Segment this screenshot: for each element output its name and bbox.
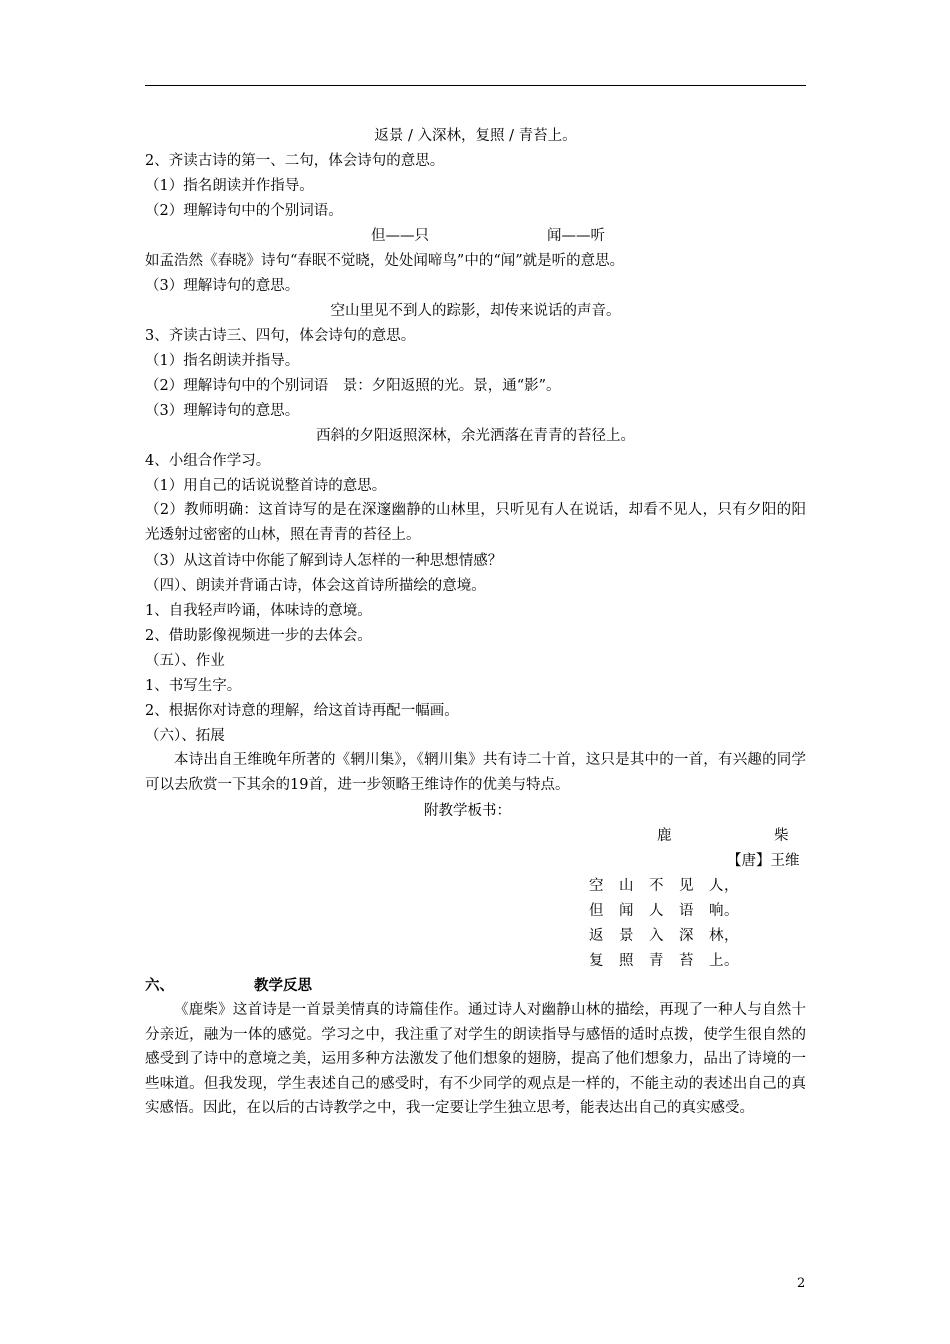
section-title: 教学反思	[254, 977, 312, 994]
board-author: 【唐】王维	[727, 853, 800, 869]
teacher-summary: （2）教师明确：这首诗写的是在深邃幽静的山林里，只听见有人在说话，却看不见人，只有夕阳的阳光透射过密密的山林，照在青青的苔径上。	[145, 502, 806, 543]
poem-line-3-4: 返景 / 入深林，复照 / 青苔上。	[374, 128, 577, 144]
board-title-lu: 鹿	[657, 828, 672, 844]
homework-1: 1、书写生字。	[145, 678, 242, 694]
meaning-1: 空山里见不到人的踪影，却传来说话的声音。	[330, 303, 621, 319]
step-2-1: （1）指名朗读并作指导。	[145, 178, 314, 194]
extension-paragraph: 本诗出自王维晚年所著的《辋川集》，《辋川集》共有诗二十首，这只是其中的一首，有兴趣的同学可以去欣赏一下其余的19首，进一步领略王维诗作的优美与特点。	[145, 752, 806, 793]
vocab-example: 如孟浩然《春晓》诗句“春眠不觉晓，处处闻啼鸟”中的“闻”就是听的意思。	[145, 253, 625, 269]
section-number: 六、	[145, 977, 174, 994]
board-row: 但 闻 人 语 响。	[589, 903, 739, 919]
step-2-2: （2）理解诗句中的个别词语。	[145, 203, 343, 219]
board-row: 复 照 青 苔 上。	[589, 953, 739, 969]
header-rule	[145, 85, 806, 86]
board-row: 返 景 入 深 林，	[589, 928, 739, 944]
step-3-1: （1）指名朗读并指导。	[145, 353, 300, 369]
section-six: （六）、拓展	[145, 728, 225, 744]
board-row: 空 山 不 见 人，	[589, 878, 739, 894]
step-2: 2、齐读古诗的第一、二句，体会诗句的意思。	[145, 153, 445, 169]
board-title-chai: 柴	[774, 828, 789, 844]
homework-2: 2、根据你对诗意的理解，给这首诗再配一幅画。	[145, 703, 459, 719]
step-4-3: （3）从这首诗中你能了解到诗人怎样的一种思想情感？	[145, 553, 503, 569]
board-heading: 附教学板书：	[424, 803, 511, 819]
step-iv-1: 1、自我轻声吟诵，体味诗的意境。	[145, 603, 372, 619]
step-3-2: （2）理解诗句中的个别词语 景：夕阳返照的光。景，通“影”。	[145, 378, 561, 394]
step-4: 4、小组合作学习。	[145, 453, 271, 469]
step-4-1: （1）用自己的话说说整首诗的意思。	[145, 478, 387, 494]
page-number: 2	[797, 1276, 806, 1291]
step-3-3: （3）理解诗句的意思。	[145, 403, 300, 419]
meaning-2: 西斜的夕阳返照深林，余光洒落在青青的苔径上。	[316, 428, 635, 444]
step-2-3: （3）理解诗句的意思。	[145, 278, 300, 294]
section-four: （四）、朗读并背诵古诗，体会这首诗所描绘的意境。	[145, 578, 486, 594]
step-iv-2: 2、借助影像视频进一步的去体会。	[145, 628, 372, 644]
section-five: （五）、作业	[145, 653, 225, 669]
step-3: 3、齐读古诗三、四句，体会诗句的意思。	[145, 328, 416, 344]
vocab-dan: 但——只	[371, 228, 429, 244]
reflection-paragraph: 《鹿柴》这首诗是一首景美情真的诗篇佳作。通过诗人对幽静山林的描绘，再现了一种人与自然十分亲近，融为一体的感觉。学习之中，我注重了对学生的朗读指导与感悟的适时点拨，使学生很自然的感受到了诗中的意境之美，运用多种方法激发了他们想象的翅膀，提高了他们想象力，品出了诗境的一些味道。但我发现，学生表述自己的感受时，有不少同学的观点是一样的，不能主动的表述出自己的真实感悟。因此，在以后的古诗教学之中，我一定要让学生独立思考，能表达出自己的真实感受。	[145, 1002, 806, 1116]
vocab-wen: 闻——听	[547, 228, 605, 244]
